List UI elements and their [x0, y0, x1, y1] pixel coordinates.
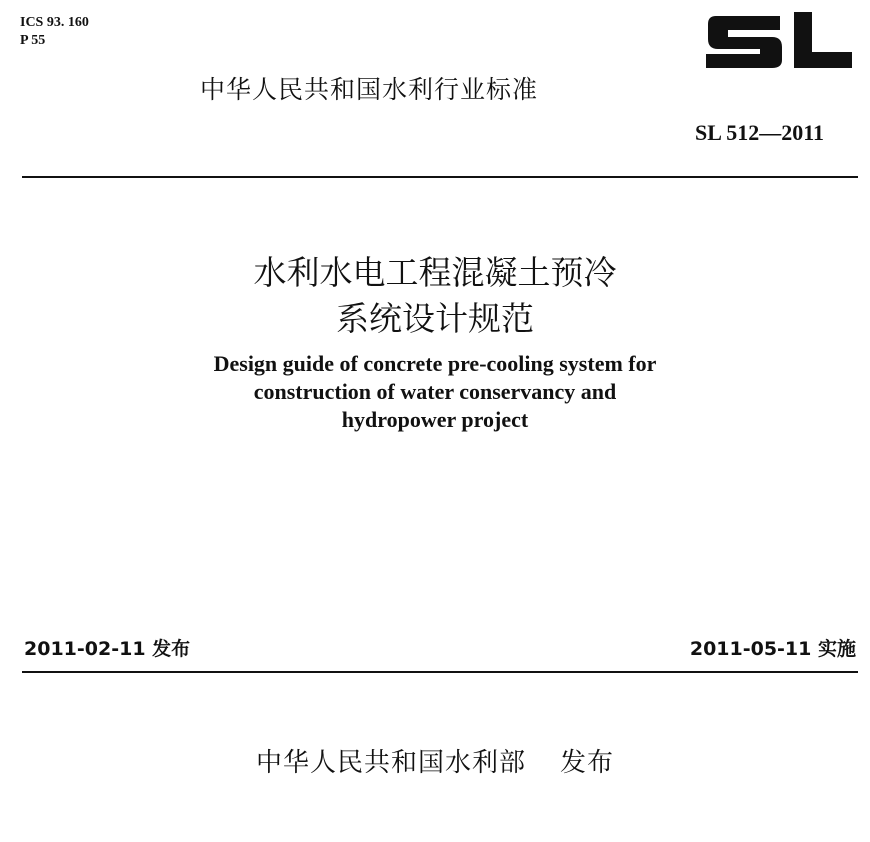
implementation-date: 2011-05-11 实施 — [689, 638, 856, 660]
logo-letter-l — [794, 12, 852, 68]
chinese-title-line-2: 系统设计规范 — [336, 299, 534, 338]
sl-logo — [702, 10, 854, 72]
chinese-title-line-1: 水利水电工程混凝土预冷 — [253, 253, 617, 292]
classification-codes — [20, 14, 89, 50]
issue-date: 2011-02-11 发布 — [24, 638, 191, 660]
english-title — [0, 350, 870, 434]
ics-code: ICS 93. 160 — [20, 15, 89, 30]
publisher-line — [0, 742, 870, 779]
logo-letter-s — [706, 16, 782, 68]
top-divider — [22, 176, 858, 178]
industry-standard-heading: 中华人民共和国水利行业标准 — [200, 75, 539, 104]
publisher-name: 中华人民共和国水利部 — [255, 748, 526, 778]
english-title-line-2: construction of water conservancy and — [253, 379, 617, 404]
sl-logo-mark — [702, 10, 854, 72]
english-title-line-1: Design guide of concrete pre-cooling system for — [213, 351, 657, 376]
bottom-divider — [22, 671, 858, 673]
standard-code: SL 512—2011 — [695, 120, 824, 145]
publisher-action: 发布 — [560, 748, 615, 778]
english-title-line-3: hydropower project — [341, 407, 529, 432]
ccs-code: P 55 — [20, 33, 46, 48]
chinese-title — [0, 250, 870, 342]
